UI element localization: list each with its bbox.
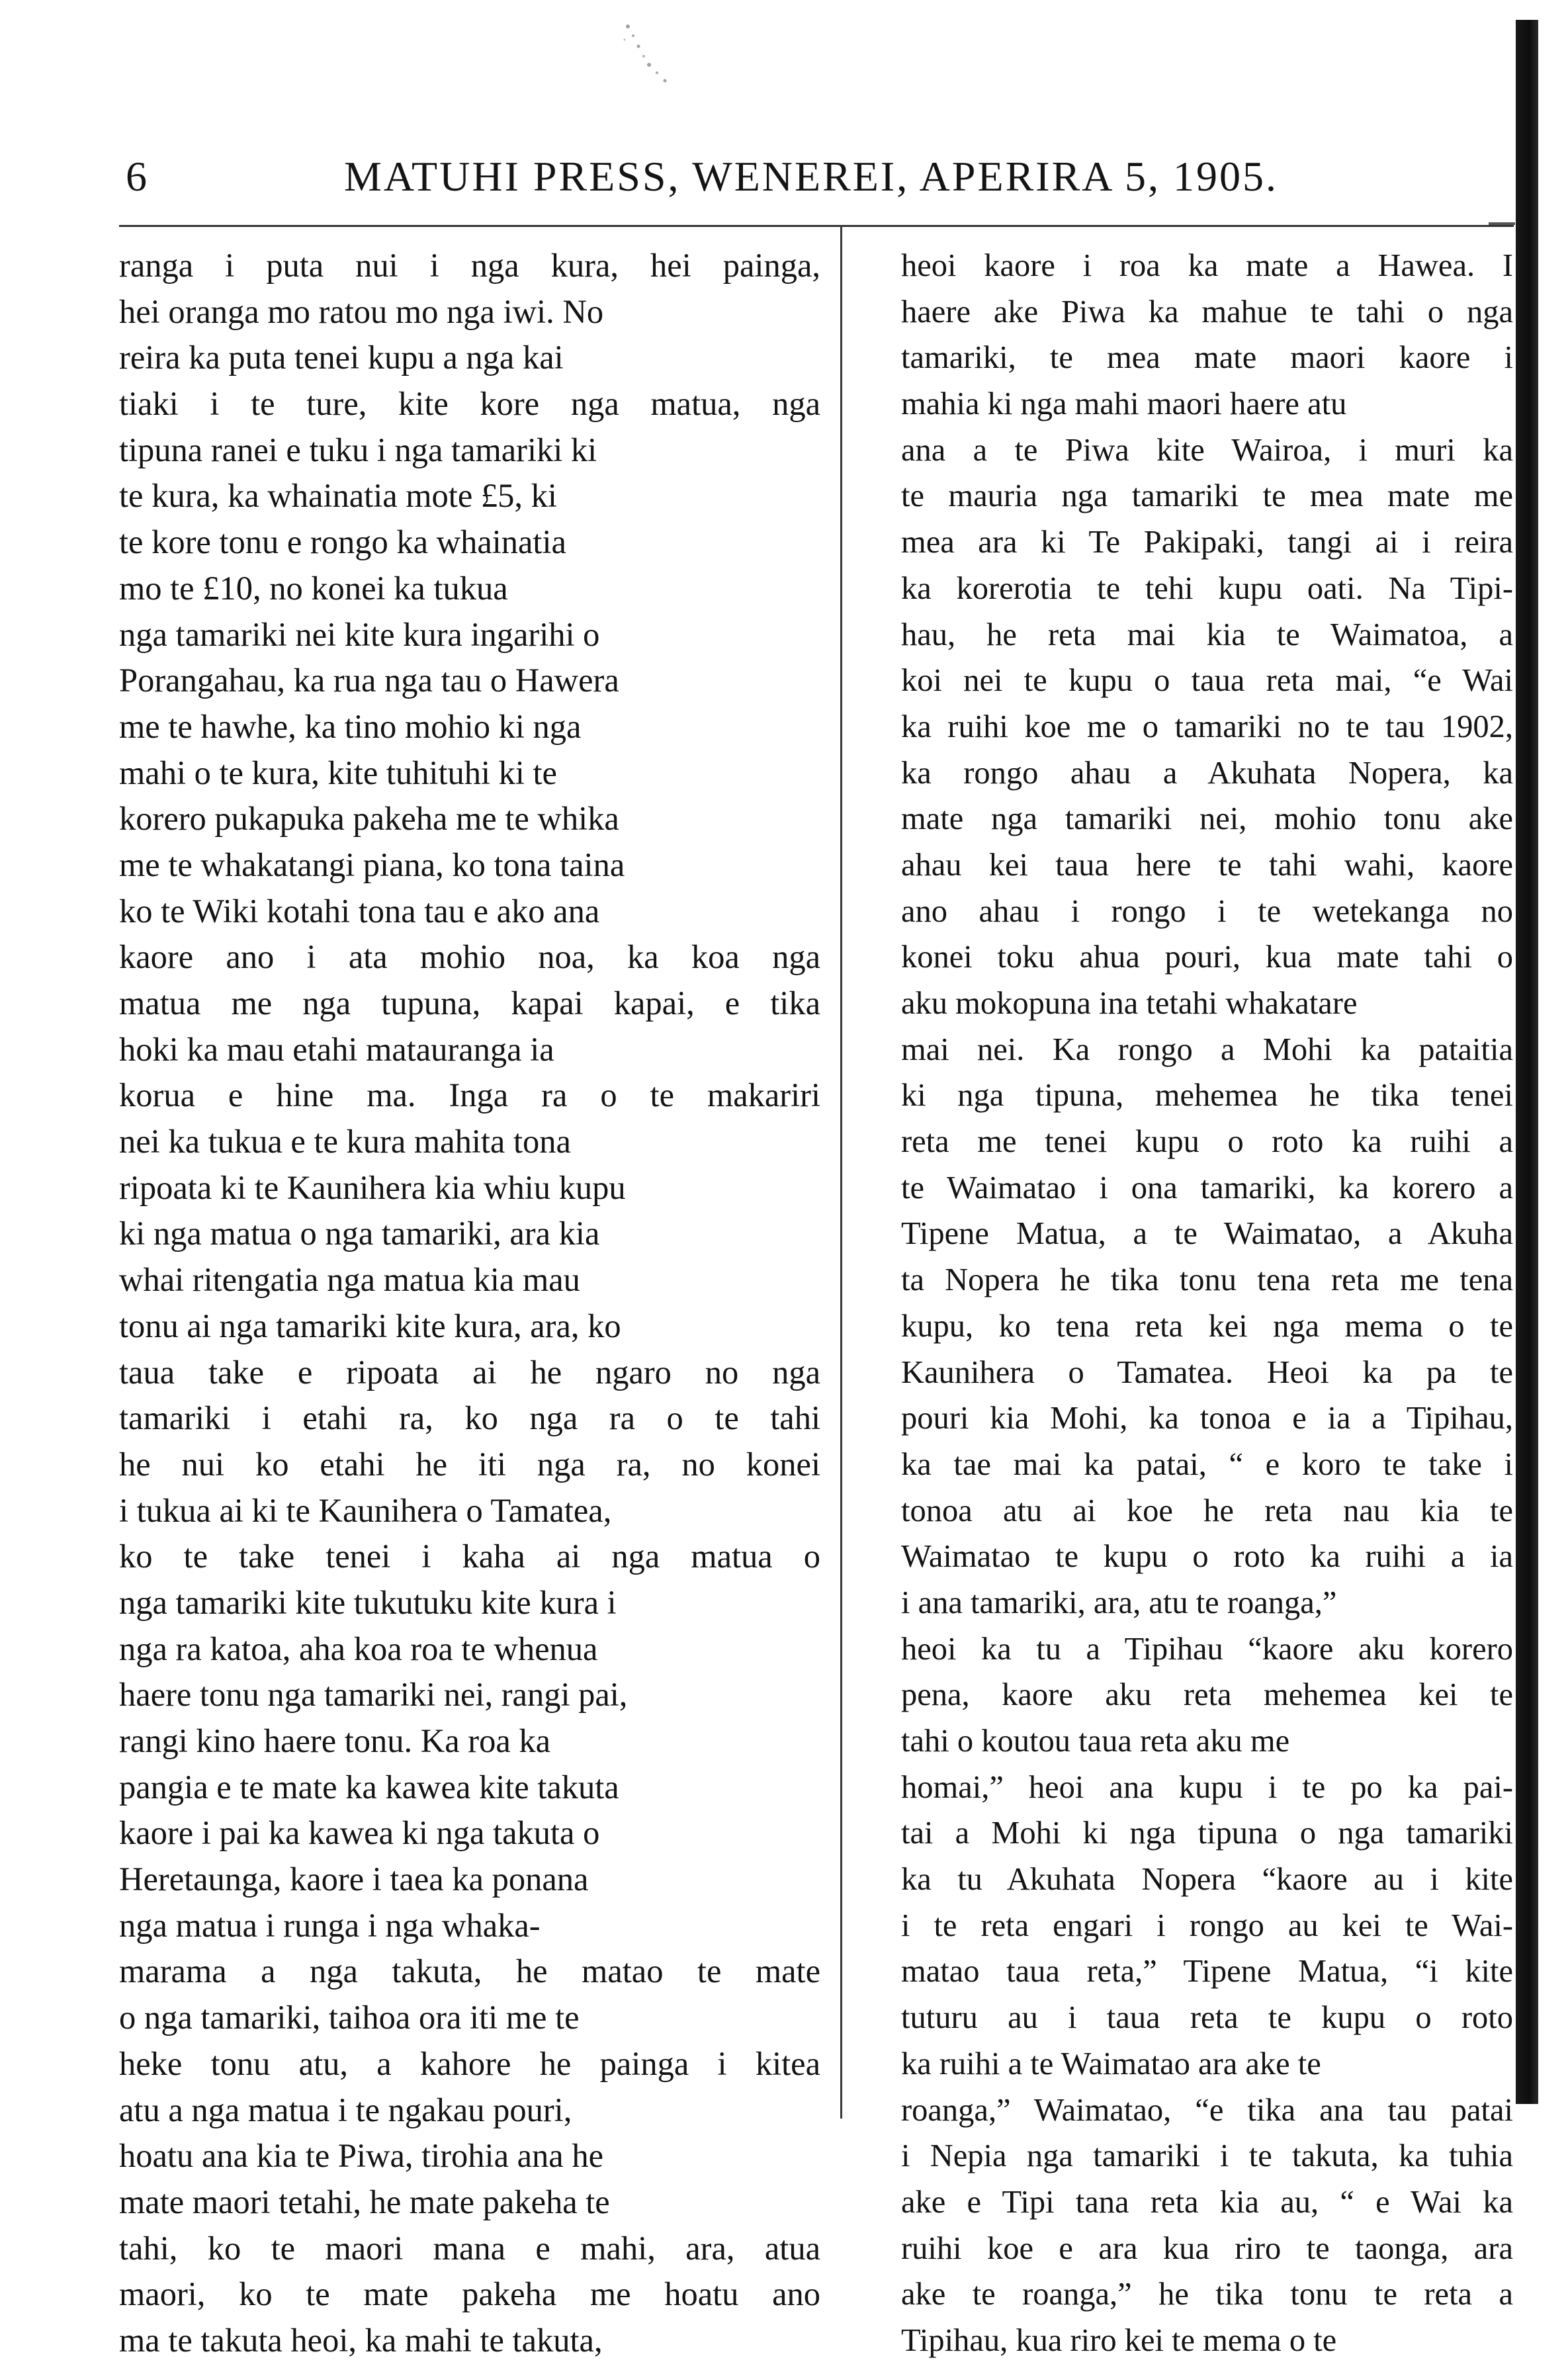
left-column-line: heke tonu atu, a kahore he painga i kitea xyxy=(119,2044,820,2082)
left-column-line: Heretaunga, kaore i taea ka ponana xyxy=(119,1861,589,1898)
left-column-line: ma te takuta heoi, ka mahi te takuta, xyxy=(119,2321,603,2359)
right-column-line: mahia ki nga mahi maori haere atu xyxy=(901,386,1347,422)
right-column-line: te mauria nga tamariki te mea mate me xyxy=(901,478,1513,514)
right-column-line: tai a Mohi ki nga tipuna o nga tamariki xyxy=(901,1816,1513,1851)
left-column-line: tipuna ranei e tuku i nga tamariki ki xyxy=(119,431,597,468)
left-column-line: ko te take tenei i kaha ai nga matua o xyxy=(119,1538,820,1575)
left-column-line: taua take e ripoata ai he ngaro no nga xyxy=(119,1353,820,1391)
left-column-line: Porangahau, ka rua nga tau o Hawera xyxy=(119,662,619,699)
left-column-line: tonu ai nga tamariki kite kura, ara, ko xyxy=(119,1307,621,1344)
left-column-line: me te whakatangi piana, ko tona taina xyxy=(119,846,625,883)
right-column-line: koi nei te kupu o taua reta mai, “e Wai xyxy=(901,663,1513,699)
left-column-line: nga ra katoa, aha koa roa te whenua xyxy=(119,1630,598,1667)
left-column-line: nga tamariki kite tukutuku kite kura i xyxy=(119,1583,617,1621)
right-column xyxy=(901,243,1513,2358)
left-column-line: maori, ko te mate pakeha me hoatu ano xyxy=(119,2275,820,2313)
left-column-line: hei oranga mo ratou mo nga iwi. No xyxy=(119,292,604,330)
right-column-line: ana a te Piwa kite Wairoa, i muri ka xyxy=(901,432,1513,468)
left-column-line: ko te Wiki kotahi tona tau e ako ana xyxy=(119,892,600,930)
left-column-line: marama a nga takuta, he matao te mate xyxy=(119,1952,820,1990)
right-column-line: aku mokopuna ina tetahi whakatare xyxy=(901,986,1358,1021)
left-column-line: kaore ano i ata mohio noa, ka koa nga xyxy=(119,938,820,976)
right-column-line: mai nei. Ka rongo a Mohi ka pataitia xyxy=(901,1031,1513,1067)
right-column-line: ta Nopera he tika tonu tena reta me tena xyxy=(901,1262,1513,1298)
right-column-line: i Nepia nga tamariki i te takuta, ka tuhia xyxy=(901,2138,1513,2174)
left-column-line: reira ka puta tenei kupu a nga kai xyxy=(119,339,564,376)
ink-speck-mark xyxy=(619,20,678,86)
right-column-line: tonoa atu ai koe he reta nau kia te xyxy=(901,1493,1513,1528)
left-column-line: matua me nga tupuna, kapai kapai, e tika xyxy=(119,985,820,1022)
page-header xyxy=(126,147,1317,206)
right-column-line: ka ruihi a te Waimatao ara ake te xyxy=(901,2046,1321,2081)
left-column-line: te kura, ka whainatia mote £5, ki xyxy=(119,477,557,515)
left-column-line: tiaki i te ture, kite kore nga matua, nga xyxy=(119,385,820,423)
left-column-line: ki nga matua o nga tamariki, ara kia xyxy=(119,1215,600,1252)
left-column-line: pangia e te mate ka kawea kite takuta xyxy=(119,1768,619,1806)
right-column-line: hau, he reta mai kia te Waimatoa, a xyxy=(901,617,1513,652)
left-column-line: haere tonu nga tamariki nei, rangi pai, xyxy=(119,1676,628,1714)
left-column-line: nga matua i runga i nga whaka- xyxy=(119,1906,541,1944)
left-column-line: nga tamariki nei kite kura ingarihi o xyxy=(119,615,600,653)
right-column-line: ano ahau i rongo i te wetekanga no xyxy=(901,893,1513,929)
header-rule xyxy=(119,225,1514,227)
right-column-line: tuturu au i taua reta te kupu o roto xyxy=(901,2000,1513,2036)
right-column-line: Waimatao te kupu o roto ka ruihi a ia xyxy=(901,1539,1513,1575)
right-column-line: heoi kaore i roa ka mate a Hawea. I xyxy=(901,248,1513,283)
left-column-line: ripoata ki te Kaunihera kia whiu kupu xyxy=(119,1168,626,1206)
right-column-line: matao taua reta,” Tipene Matua, “i kite xyxy=(901,1954,1513,1990)
right-column-line: ka tu Akuhata Nopera “kaore au i kite xyxy=(901,1862,1513,1898)
left-column-line: he nui ko etahi he iti nga ra, no konei xyxy=(119,1445,820,1483)
right-column-line: haere ake Piwa ka mahue te tahi o nga xyxy=(901,294,1513,329)
right-column-line: ki nga tipuna, mehemea he tika tenei xyxy=(901,1078,1513,1114)
left-column-line: kaore i pai ka kawea ki nga takuta o xyxy=(119,1814,600,1852)
right-column-line: Kaunihera o Tamatea. Heoi ka pa te xyxy=(901,1354,1513,1390)
right-column-line: tahi o koutou taua reta aku me xyxy=(901,1724,1290,1759)
left-column-line: nei ka tukua e te kura mahita tona xyxy=(119,1123,571,1160)
right-column-line: te Waimatao i ona tamariki, ka korero a xyxy=(901,1170,1513,1205)
scan-edge-shadow xyxy=(1516,20,1538,2104)
page-number: 6 xyxy=(126,153,148,200)
right-column-line: homai,” heoi ana kupu i te po ka pai- xyxy=(901,1769,1513,1805)
right-column-line: tamariki, te mea mate maori kaore i xyxy=(901,340,1513,376)
left-column-line: o nga tamariki, taihoa ora iti me te xyxy=(119,1999,580,2036)
left-column-line: hoki ka mau etahi matauranga ia xyxy=(119,1030,554,1068)
left-column-line: korero pukapuka pakeha me te whika xyxy=(119,800,619,838)
left-column-line: mate maori tetahi, he mate pakeha te xyxy=(119,2183,610,2220)
running-title: MATUHI PRESS, WENEREI, APERIRA 5, 1905. xyxy=(344,153,1278,200)
left-column-line: te kore tonu e rongo ka whainatia xyxy=(119,523,566,561)
left-column-line: korua e hine ma. Inga ra o te makariri xyxy=(119,1076,820,1114)
left-column-line: atu a nga matua i te ngakau pouri, xyxy=(119,2091,572,2128)
right-column-line: ka korerotia te tehi kupu oati. Na Tipi- xyxy=(901,570,1513,606)
right-column-line: i ana tamariki, ara, atu te roanga,” xyxy=(901,1585,1337,1620)
left-column-line: rangi kino haere tonu. Ka roa ka xyxy=(119,1722,551,1759)
right-column-line: ka ruihi koe me o tamariki no te tau 1902, xyxy=(901,709,1513,744)
right-column-line: mate nga tamariki nei, mohio tonu ake xyxy=(901,801,1513,837)
column-divider xyxy=(840,226,842,2119)
left-column-line: mahi o te kura, kite tuhituhi ki te xyxy=(119,754,557,791)
right-column-line: ruihi koe e ara kua riro te taonga, ara xyxy=(901,2230,1513,2266)
right-column-line: ahau kei taua here te tahi wahi, kaore xyxy=(901,847,1513,883)
right-column-line: pena, kaore aku reta mehemea kei te xyxy=(901,1677,1513,1713)
left-column-line: hoatu ana kia te Piwa, tirohia ana he xyxy=(119,2137,603,2175)
right-column-line: ake e Tipi tana reta kia au, “ e Wai ka xyxy=(901,2184,1513,2220)
right-column-line: ka rongo ahau a Akuhata Nopera, ka xyxy=(901,755,1513,791)
right-column-line: i te reta engari i rongo au kei te Wai- xyxy=(901,1907,1513,1943)
left-column-line: mo te £10, no konei ka tukua xyxy=(119,569,508,607)
header-rule-end xyxy=(1489,222,1515,225)
left-column-line: i tukua ai ki te Kaunihera o Tamatea, xyxy=(119,1491,612,1529)
left-column-line: me te hawhe, ka tino mohio ki nga xyxy=(119,707,582,745)
left-column-line: whai ritengatia nga matua kia mau xyxy=(119,1261,580,1299)
right-column-line: mea ara ki Te Pakipaki, tangi ai i reira xyxy=(901,525,1513,560)
left-column-line: ranga i puta nui i nga kura, hei painga, xyxy=(119,247,820,284)
right-column-line: Tipene Matua, a te Waimatao, a Akuha xyxy=(901,1216,1513,1252)
right-column-line: kupu, ko tena reta kei nga mema o te xyxy=(901,1308,1513,1344)
right-column-line: heoi ka tu a Tipihau “kaore aku korero xyxy=(901,1631,1513,1667)
left-column-line: tamariki i etahi ra, ko nga ra o te tahi xyxy=(119,1399,820,1437)
right-column-line: pouri kia Mohi, ka tonoa e ia a Tipihau, xyxy=(901,1401,1513,1436)
right-column-line: konei toku ahua pouri, kua mate tahi o xyxy=(901,940,1513,975)
right-column-line: ake te roanga,” he tika tonu te reta a xyxy=(901,2277,1513,2312)
right-column-line: Tipihau, kua riro kei te mema o te xyxy=(901,2322,1337,2358)
right-column-line: roanga,” Waimatao, “e tika ana tau patai xyxy=(901,2092,1513,2128)
right-column-line: reta me tenei kupu o roto ka ruihi a xyxy=(901,1124,1513,1160)
right-column-line: ka tae mai ka patai, “ e koro te take i xyxy=(901,1446,1513,1482)
left-column xyxy=(119,243,820,2359)
left-column-line: tahi, ko te maori mana e mahi, ara, atua xyxy=(119,2229,820,2267)
